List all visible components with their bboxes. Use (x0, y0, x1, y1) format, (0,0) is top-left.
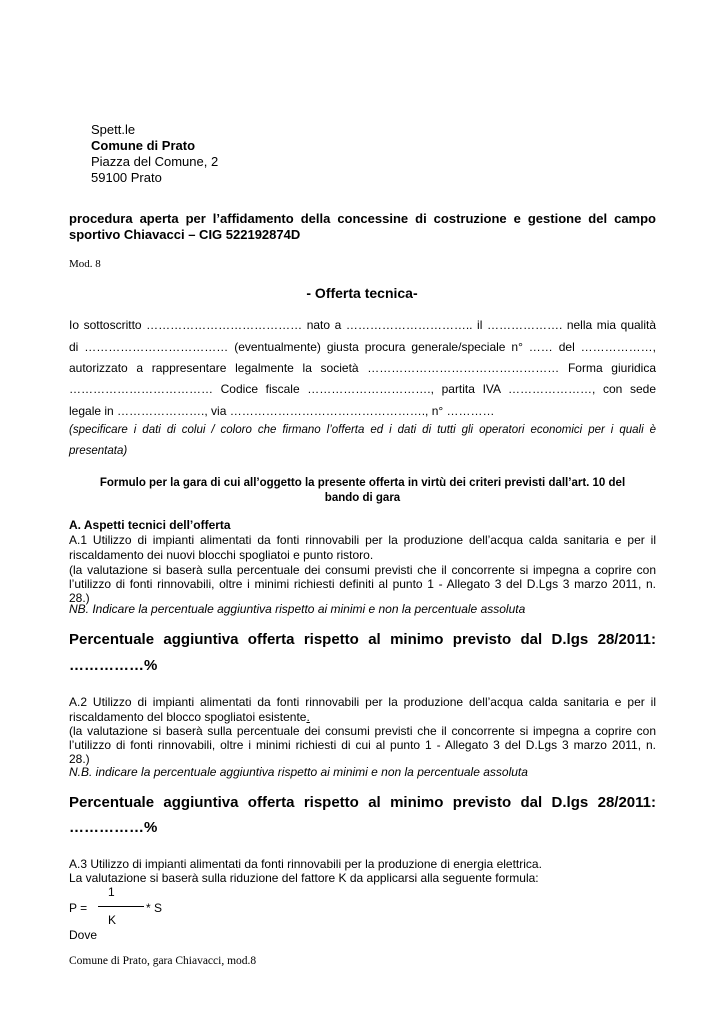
mod-number: Mod. 8 (69, 258, 101, 270)
address-city: 59100 Prato (91, 170, 162, 185)
address-street: Piazza del Comune, 2 (91, 154, 219, 169)
a1-line-2: riscaldamento dei nuovi blocchi spogliatoi e punto ristoro. (69, 548, 374, 562)
a1-note: NB. Indicare la percentuale aggiuntiva rispetto ai minimi e non la percentuale assoluta (69, 602, 526, 616)
formula-numerator: 1 (108, 885, 115, 899)
a2-line-3: (la valutazione si baserà sulla percentuale dei consumi previsti che il concorrente si impegna a coprire con (69, 724, 656, 738)
a2-line-5: 28.) (69, 752, 90, 766)
declaration-line-5: legale in …………………., via …………………………………………., n° ………… (69, 404, 495, 418)
percent-2-value: ……………% (69, 819, 158, 836)
declaration-note-2: presentata) (69, 445, 128, 457)
declaration-line-4: ……………………………… Codice fiscale …………………………., partita IVA …………………, con sede (69, 382, 656, 396)
fraction-bar (98, 906, 144, 907)
percent-1-value: ……………% (69, 657, 158, 674)
declaration-line-2: di ……………………………… (eventualmente) giusta procura generale/speciale n° …… del ………………, (69, 340, 656, 354)
a2-line-2-text: riscaldamento del blocco spogliatoi esistente (69, 710, 307, 724)
offer-intro-line-1: Formulo per la gara di cui all’oggetto la presente offerta in virtù dei criteri previsti dall’art. 10 del (99, 477, 626, 489)
subject-line-1: procedura aperta per l’affidamento della concessine di costruzione e gestione del campo (69, 211, 656, 226)
page-footer: Comune di Prato, gara Chiavacci, mod.8 (69, 955, 257, 967)
a1-line-1: A.1 Utilizzo di impianti alimentati da fonti rinnovabili per la produzione dell’acqua calda sanitaria e per il (69, 533, 656, 547)
a2-note: N.B. indicare la percentuale aggiuntiva rispetto ai minimi e non la percentuale assoluta (69, 765, 528, 779)
declaration-line-1: Io sottoscritto ………………………………… nato a ………………………….. il ………………. nella mia qualità (69, 318, 656, 332)
formula-where: Dove (69, 928, 98, 942)
subject-line-2: sportivo Chiavacci – CIG 522192874D (69, 227, 301, 242)
declaration-note-1: (specificare i dati di colui / coloro che firmano l’offerta ed i dati di tutti gli operatori economici per i quali è (69, 424, 656, 436)
a1-line-4: l’utilizzo di fonti rinnovabili, oltre i minimi richiesti definiti al punto 1 - Allegato 3 del D.Lgs 3 marzo 2011, n. (69, 577, 656, 591)
formula-denominator: K (108, 913, 117, 927)
a2-line-2 (69, 710, 310, 725)
formula-lhs: P = (69, 901, 88, 915)
a3-line-1: A.3 Utilizzo di impianti alimentati da fonti rinnovabili per la produzione di energia elettrica. (69, 857, 542, 871)
declaration-line-3: autorizzato a rappresentare legalmente la società ………………………………………… Forma giuridica (69, 361, 656, 375)
offer-intro (69, 476, 656, 506)
address-salutation: Spett.le (91, 122, 136, 137)
a1-line-3: (la valutazione si baserà sulla percentuale dei consumi previsti che il concorrente si impegna a coprire con (69, 563, 656, 577)
percent-1-label: Percentuale aggiuntiva offerta rispetto al minimo previsto dal D.lgs 28/2011: (69, 631, 656, 648)
offer-intro-line-2: bando di gara (324, 492, 401, 504)
section-a-title: A. Aspetti tecnici dell’offerta (69, 518, 231, 532)
a2-line-4: l’utilizzo di fonti rinnovabili, oltre i minimi richiesti di cui al punto 1 - Allegato 3 del D.Lgs 3 marzo 2011, n. (69, 738, 656, 752)
formula-rhs: * S (146, 901, 163, 915)
percent-2-label: Percentuale aggiuntiva offerta rispetto al minimo previsto dal D.lgs 28/2011: (69, 794, 656, 811)
page-title: - Offerta tecnica- (306, 285, 418, 301)
a1-line-5: 28.) (69, 591, 90, 605)
a2-line-1: A.2 Utilizzo di impianti alimentati da fonti rinnovabili per la produzione dell’acqua calda sanitaria e per il (69, 695, 656, 709)
address-recipient: Comune di Prato (91, 138, 196, 153)
a2-line-2-dot: . (306, 710, 310, 724)
recipient-address (91, 122, 218, 186)
a3-line-2: La valutazione si baserà sulla riduzione del fattore K da applicarsi alla seguente formula: (69, 871, 539, 885)
